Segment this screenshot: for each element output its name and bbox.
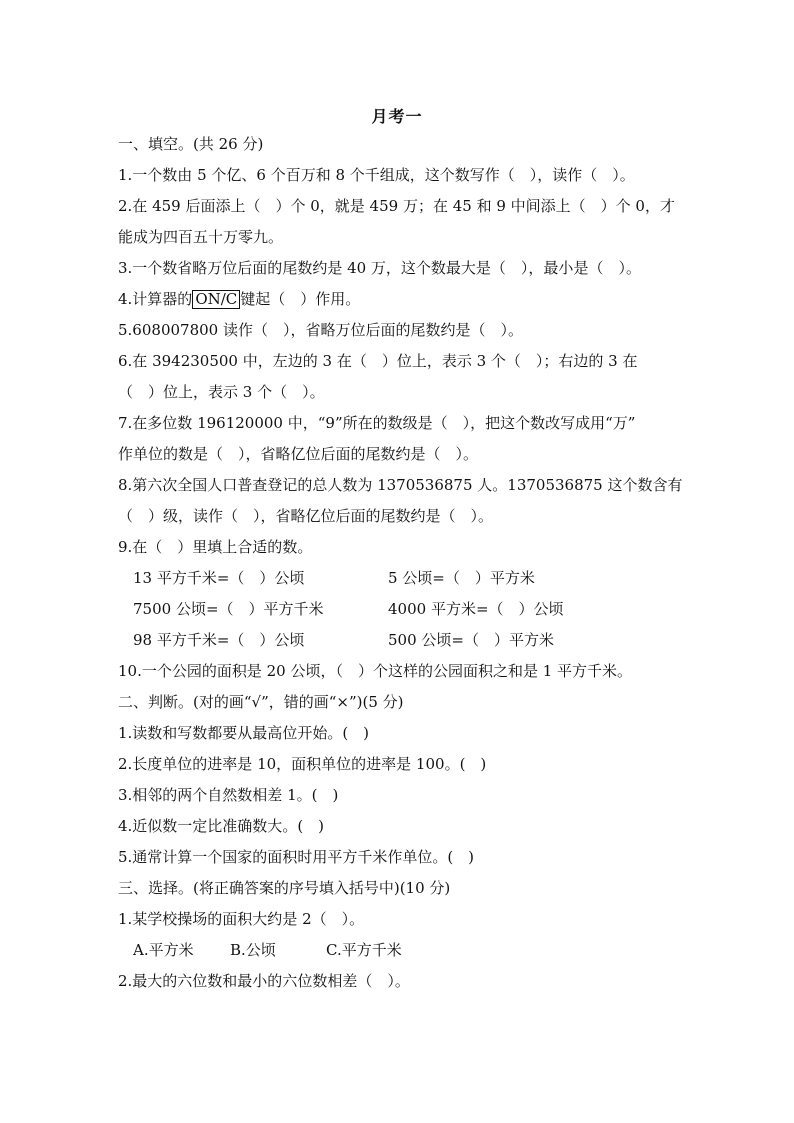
page-title: 月考一	[371, 107, 423, 126]
choice-option-b: B.公顷	[230, 941, 276, 959]
question-1-3: 3.一个数省略万位后面的尾数约是 40 万，这个数最大是（ ），最小是（ ）。	[118, 259, 641, 277]
judgment-item: 1.读数和写数都要从最高位开始。( )	[118, 724, 370, 742]
conversion-item: 13 平方千米=（ ）公顷	[133, 569, 305, 587]
question-1-1: 1.一个数由 5 个亿、6 个百万和 8 个千组成，这个数写作（ ），读作（ ）。	[118, 166, 635, 184]
choice-question-2: 2.最大的六位数和最小的六位数相差（ ）。	[118, 972, 410, 990]
question-1-6-line2: （ ）位上，表示 3 个（ ）。	[118, 383, 325, 401]
question-1-4-suffix: 键起（ ）作用。	[240, 290, 361, 308]
question-1-4	[118, 289, 688, 309]
question-1-2-line2: 能成为四百五十万零九。	[118, 228, 284, 246]
section-heading-true-false: 二、判断。(对的画“√”，错的画“×”)(5 分)	[118, 693, 404, 711]
question-1-7-line2: 作单位的数是（ ），省略亿位后面的尾数约是（ ）。	[118, 445, 479, 463]
choice-question-1: 1.某学校操场的面积大约是 2（ ）。	[118, 910, 365, 928]
choice-option-a: A.平方米	[133, 941, 194, 959]
choice-option-c: C.平方千米	[326, 941, 402, 959]
question-1-4-prefix: 4.计算器的	[118, 290, 193, 308]
calculator-key-label: ON/C	[192, 290, 240, 309]
judgment-item: 3.相邻的两个自然数相差 1。( )	[118, 786, 339, 804]
conversion-item: 98 平方千米=（ ）公顷	[133, 631, 305, 649]
question-1-5: 5.608007800 读作（ ），省略万位后面的尾数约是（ ）。	[118, 321, 523, 339]
judgment-item: 2.长度单位的进率是 10，面积单位的进率是 100。( )	[118, 755, 487, 773]
question-1-8-line1: 8.第六次全国人口普查登记的总人数为 1370536875 人。1370536875 这个数含有	[118, 476, 683, 494]
question-1-9: 9.在（ ）里填上合适的数。	[118, 538, 313, 556]
question-1-6-line1: 6.在 394230500 中，左边的 3 在（ ）位上，表示 3 个（ ）；右边的 3 在	[118, 352, 638, 370]
conversion-item: 7500 公顷=（ ）平方千米	[133, 600, 324, 618]
question-1-8-line2: （ ）级，读作（ ），省略亿位后面的尾数约是（ ）。	[118, 507, 494, 525]
question-1-7-line1: 7.在多位数 196120000 中，“9”所在的数级是（ ），把这个数改写成用“万”	[118, 414, 636, 432]
judgment-item: 5.通常计算一个国家的面积时用平方千米作单位。( )	[118, 848, 475, 866]
conversion-item: 5 公顷=（ ）平方米	[388, 569, 535, 587]
section-heading-choice: 三、选择。(将正确答案的序号填入括号中)(10 分)	[118, 879, 451, 897]
conversion-item: 500 公顷=（ ）平方米	[388, 631, 554, 649]
judgment-item: 4.近似数一定比准确数大。( )	[118, 817, 325, 835]
conversion-item: 4000 平方米=（ ）公顷	[388, 600, 564, 618]
section-heading-fill-blank: 一、填空。(共 26 分)	[118, 135, 264, 153]
question-1-2-line1: 2.在 459 后面添上（ ）个 0，就是 459 万；在 45 和 9 中间添上（ ）个 0，才	[118, 197, 675, 215]
question-1-10: 10.一个公园的面积是 20 公顷，（ ）个这样的公园面积之和是 1 平方千米。	[118, 662, 633, 680]
